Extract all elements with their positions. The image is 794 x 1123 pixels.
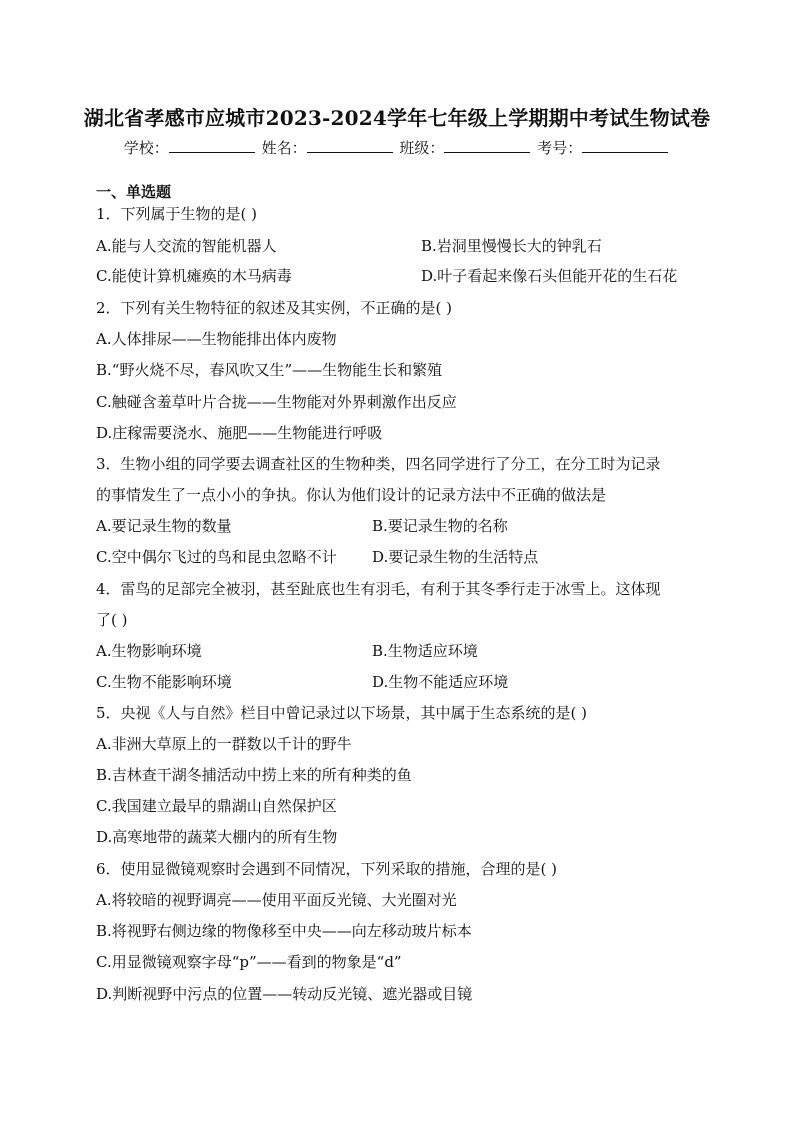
answer-option: B.生物适应环境 bbox=[372, 642, 478, 660]
answer-option: B.吉林查干湖冬捕活动中捞上来的所有种类的鱼 bbox=[96, 766, 412, 784]
exam-number-blank[interactable] bbox=[582, 138, 668, 153]
answer-option: B.将视野右侧边缘的物像移至中央——向左移动玻片标本 bbox=[96, 922, 472, 940]
class-blank[interactable] bbox=[444, 138, 530, 153]
answer-option: D.生物不能适应环境 bbox=[372, 673, 509, 691]
answer-option: C.空中偶尔飞过的鸟和昆虫忽略不计 bbox=[96, 548, 337, 566]
question-stem: 6．使用显微镜观察时会遇到不同情况，下列采取的措施，合理的是( ) bbox=[96, 860, 558, 878]
name-blank[interactable] bbox=[307, 138, 393, 153]
question-stem-continued: 的事情发生了一点小小的争执。你认为他们设计的记录方法中不正确的做法是 bbox=[96, 486, 607, 504]
answer-option: C.能使计算机瘫痪的木马病毒 bbox=[96, 267, 292, 285]
school-label: 学校： bbox=[123, 139, 169, 157]
answer-option: D.庄稼需要浇水、施肥——生物能进行呼吸 bbox=[96, 424, 383, 442]
name-label: 姓名： bbox=[261, 139, 307, 157]
answer-option: D.判断视野中污点的位置——转动反光镜、遮光器或目镜 bbox=[96, 985, 473, 1003]
school-blank[interactable] bbox=[169, 138, 255, 153]
answer-option: B.岩洞里慢慢长大的钟乳石 bbox=[421, 237, 602, 255]
answer-option: A.要记录生物的数量 bbox=[96, 517, 232, 535]
student-info-line bbox=[0, 137, 794, 158]
question-stem: 4．雷鸟的足部完全被羽，甚至趾底也生有羽毛，有利于其冬季行走于冰雪上。这体现 bbox=[96, 580, 661, 598]
question-stem: 2．下列有关生物特征的叙述及其实例，不正确的是( ) bbox=[96, 299, 453, 317]
answer-option: C.生物不能影响环境 bbox=[96, 673, 232, 691]
answer-option: B.要记录生物的名称 bbox=[372, 517, 508, 535]
question-stem: 5．央视《人与自然》栏目中曾记录过以下场景，其中属于生态系统的是( ) bbox=[96, 704, 588, 722]
exam-title: 湖北省孝感市应城市2023-2024学年七年级上学期期中考试生物试卷 bbox=[83, 106, 711, 130]
question-stem-continued: 了( ) bbox=[96, 611, 128, 629]
exam-number-label: 考号： bbox=[537, 139, 583, 157]
answer-option: B.“野火烧不尽，春风吹又生”——生物能生长和繁殖 bbox=[96, 361, 443, 379]
answer-option: D.要记录生物的生活特点 bbox=[372, 548, 539, 566]
question-stem: 3．生物小组的同学要去调查社区的生物种类，四名同学进行了分工，在分工时为记录 bbox=[96, 455, 661, 473]
answer-option: D.高寒地带的蔬菜大棚内的所有生物 bbox=[96, 828, 338, 846]
class-label: 班级： bbox=[399, 139, 445, 157]
answer-option: C.我国建立最早的鼎湖山自然保护区 bbox=[96, 797, 337, 815]
answer-option: A.将较暗的视野调亮——使用平面反光镜、大光圈对光 bbox=[96, 891, 457, 909]
section-heading: 一、单选题 bbox=[96, 183, 172, 201]
answer-option: C.触碰含羞草叶片合拢——生物能对外界刺激作出反应 bbox=[96, 393, 457, 411]
answer-option: C.用显微镜观察字母“p”——看到的物象是“d” bbox=[96, 953, 402, 971]
answer-option: D.叶子看起来像石头但能开花的生石花 bbox=[421, 267, 678, 285]
answer-option: A.人体排尿——生物能排出体内废物 bbox=[96, 330, 337, 348]
question-stem: 1．下列属于生物的是( ) bbox=[96, 205, 258, 223]
answer-option: A.能与人交流的智能机器人 bbox=[96, 237, 277, 255]
answer-option: A.生物影响环境 bbox=[96, 642, 202, 660]
answer-option: A.非洲大草原上的一群数以千计的野牛 bbox=[96, 735, 352, 753]
